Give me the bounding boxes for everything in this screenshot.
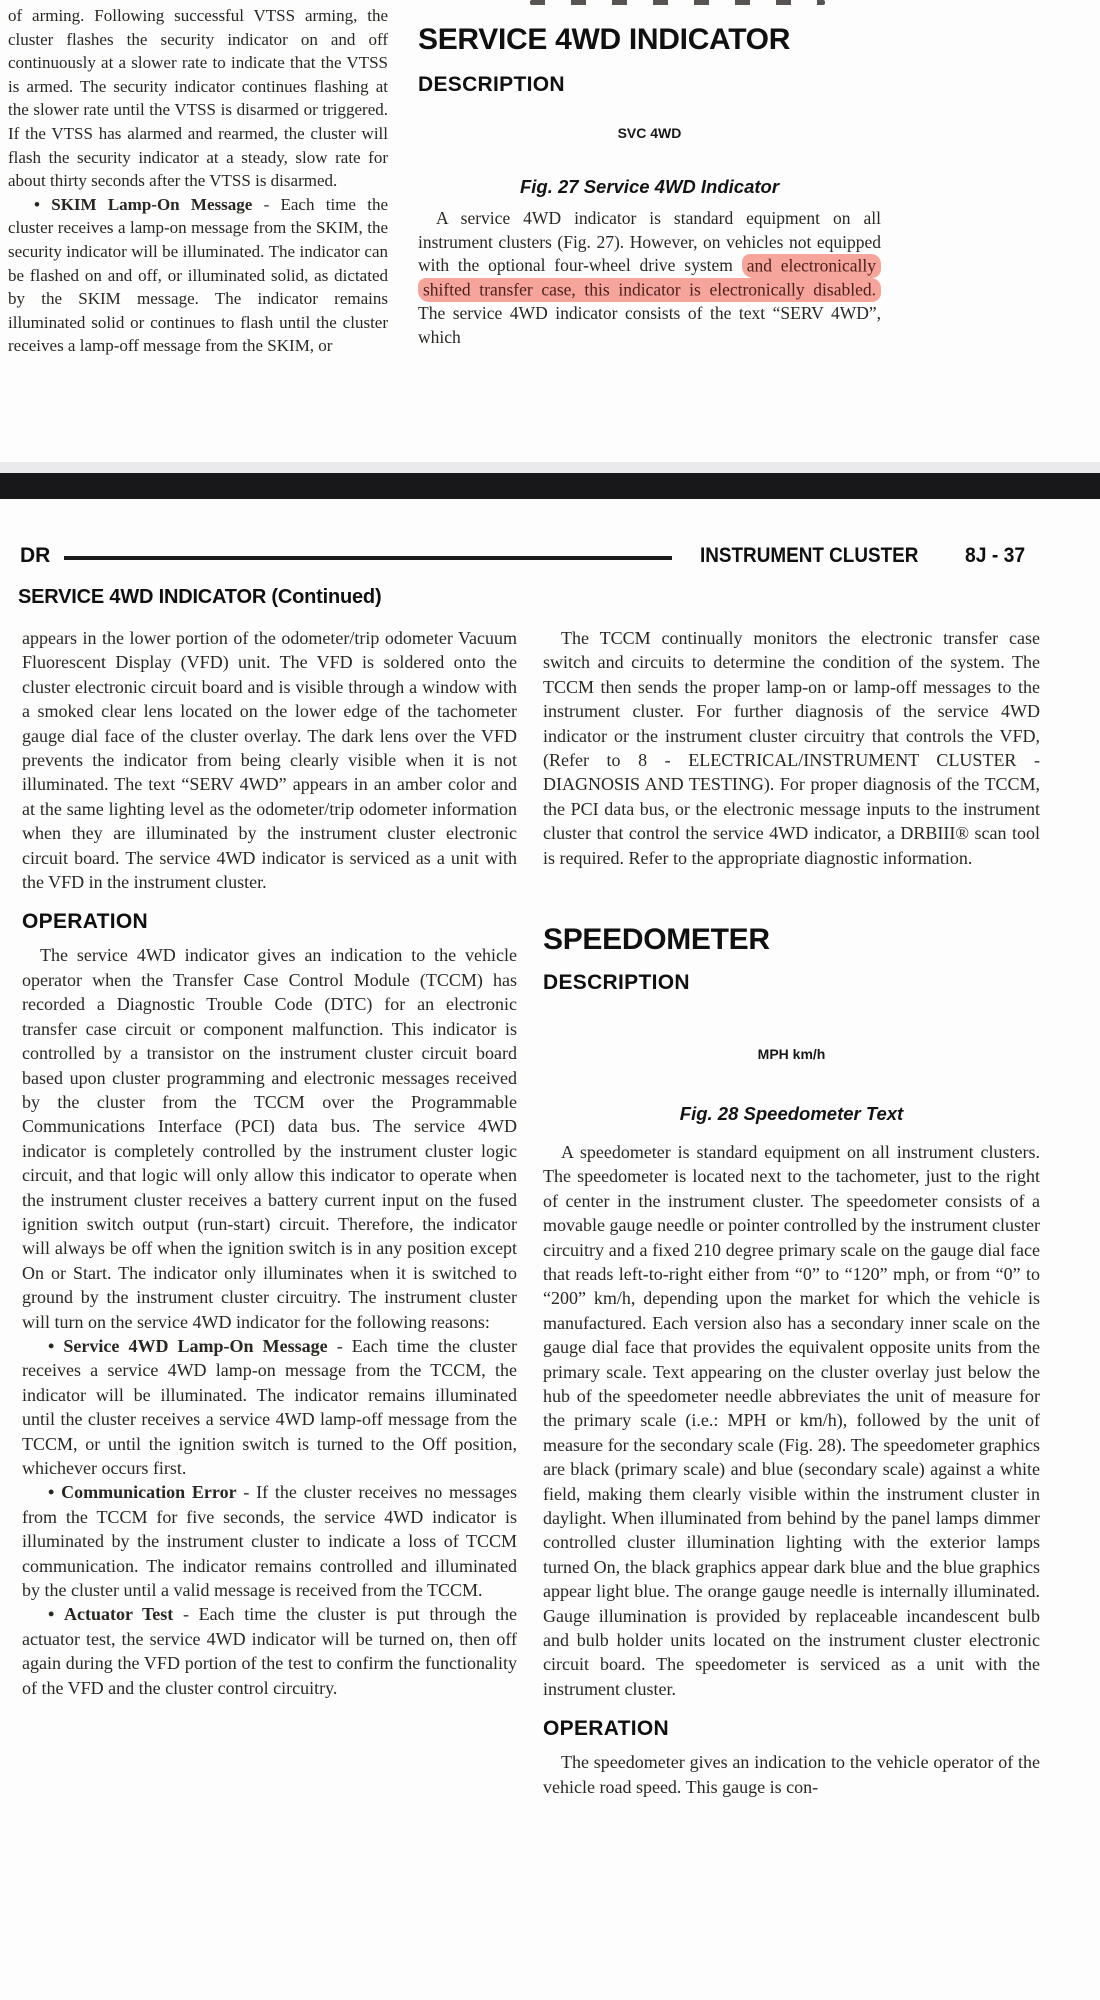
description-heading: DESCRIPTION <box>418 73 565 96</box>
communication-error-bullet <box>22 1480 517 1602</box>
speedometer-operation-paragraph: The speedometer gives an indication to the vehicle operator of the vehicle road speed. This gauge is con- <box>543 1752 1040 1797</box>
page-break-bar <box>0 473 1100 499</box>
service-4wd-description-paragraph <box>418 207 881 349</box>
vfd-description-paragraph: appears in the lower portion of the odometer/trip odometer Vacuum Fluorescent Display (VFD) unit. The VFD is soldered onto the cluster electronic circuit board and is visible through a window with a smoked clear lens located on the lower edge of the tachometer gauge dial face of the cluster overlay. The dark lens over the VFD prevents the indicator from being clearly visible when it is not illuminated. The text “SERV 4WD” appears in an amber color and at the same lighting level as the odometer/trip odometer information when they are illuminated by the instrument cluster electronic circuit board. The service 4WD indicator is serviced as a unit with the VFD in the instrument cluster. <box>22 628 517 893</box>
page2-left-column <box>22 626 517 1700</box>
operation-paragraph: The service 4WD indicator gives an indication to the vehicle operator when the Transfer Case Control Module (TCCM) has recorded a Diagnostic Trouble Code (DTC) for an electronic transfer case circuit or component malfunction. This indicator is controlled by a transistor on the instrument cluster circuit board based upon cluster programming and electronic messages received by the cluster from the TCCM over the Programmable Communications Interface (PCI) data bus. The service 4WD indicator is completely controlled by the instrument cluster logic circuit, and that logic will only allow this indicator to operate when the instrument cluster receives a battery current input on the fused ignition switch output (run-start) circuit. Therefore, the indicator will always be off when the ignition switch is in any position except On or Start. The indicator only illuminates when it is switched to ground by the instrument cluster circuitry. The instrument cluster will turn on the service 4WD indicator for the following reasons: <box>22 945 517 1332</box>
continued-section-heading: SERVICE 4WD INDICATOR (Continued) <box>18 586 382 608</box>
operation-heading: OPERATION <box>543 1717 669 1741</box>
page2-right-column <box>543 626 1040 1799</box>
page1-left-column <box>8 4 388 358</box>
highlighted-annotation-text: and electronically shifted transfer case, this indicator is electronically disabled. <box>418 254 881 302</box>
actuator-test-bullet <box>22 1602 517 1700</box>
service-4wd-lamp-on-bullet <box>22 1334 517 1480</box>
bullet-text: - Each time the cluster receives a lamp-on message from the SKIM, the security indicator will be illuminated. The indicator can be flashed on and off, or illuminated solid, as dictated by the SKIM message. The indicator remains illuminated solid or continues to flash until the cluster receives a lamp-off message from the SKIM, or <box>8 194 389 356</box>
bullet-icon: • <box>48 1335 55 1356</box>
skim-lamp-on-bullet <box>8 193 388 358</box>
tccm-monitoring-paragraph: The TCCM continually monitors the electronic transfer case switch and circuits to determine the condition of the system. The TCCM then sends the proper lamp-on or lamp-off messages to the instrument cluster. For further diagnosis of the service 4WD indicator or the instrument cluster circuitry that controls the VFD, (Refer to 8 - ELECTRICAL/INSTRUMENT CLUSTER - DIAGNOSIS AND TESTING). For proper diagnosis of the TCCM, the PCI data bus, or the electronic message inputs to the instrument cluster that control the service 4WD indicator, a DRBIII® scan tool is required. Refer to the appropriate diagnostic information. <box>543 628 1040 868</box>
paragraph-text-pre: A service 4WD indicator is standard equipment on all instrument clusters (Fig. 27). However, on vehicles not equipped with the optional four-wheel drive system <box>418 208 881 276</box>
figure27-caption: Fig. 27 Service 4WD Indicator <box>519 176 780 197</box>
figure27-indicator-image-text: SVC 4WD <box>617 125 682 141</box>
header-rule <box>64 556 672 560</box>
bullet-label: Service 4WD Lamp-On Message <box>63 1335 328 1356</box>
figure28-caption: Fig. 28 Speedometer Text <box>679 1103 904 1125</box>
vtss-arming-paragraph: of arming. Following successful VTSS arming, the cluster flashes the security indicator on and off continuously at a slower rate to indicate that the VTSS is armed. The security indicator continues flashing at the slower rate until the VTSS is disarmed or triggered. If the VTSS has alarmed and rearmed, the cluster will flash the security indicator at a steady, slow rate for about thirty seconds after the VTSS is disarmed. <box>8 6 388 191</box>
header-section-code: DR <box>20 544 51 567</box>
section-title-service-4wd-indicator: SERVICE 4WD INDICATOR <box>418 23 791 56</box>
page-edge-shadow <box>0 462 1100 473</box>
bullet-text: - Each time the cluster is put through the actuator test, the service 4WD indicator will be turned on, then off again during the VFD portion of the test to confirm the functionality of the VFD and the cluster control circuitry. <box>22 1604 518 1698</box>
paragraph-text-post: The service 4WD indicator consists of the text “SERV 4WD”, which <box>418 302 881 347</box>
figure28-speedometer-image-text: MPH km/h <box>757 1046 826 1063</box>
operation-heading: OPERATION <box>22 910 148 934</box>
bullet-label: Actuator Test <box>63 1604 174 1625</box>
bullet-text: - Each time the cluster receives a service 4WD lamp-on message from the TCCM, the indicator will be illuminated. The indicator remains illuminated until the cluster receives a service 4WD lamp-off message from the TCCM, or until the ignition switch is turned to the Off position, whichever occurs first. <box>22 1335 518 1478</box>
description-heading: DESCRIPTION <box>543 971 690 995</box>
bullet-label: SKIM Lamp-On Message <box>51 194 253 214</box>
bullet-text: - If the cluster receives no messages from the TCCM for five seconds, the service 4WD indicator is illuminated by the instrument cluster to indicate a loss of TCCM communication. The indicator remains controlled and illuminated by the cluster until a valid message is received from the TCCM. <box>22 1482 517 1601</box>
header-title: INSTRUMENT CLUSTER <box>700 544 919 567</box>
page1-right-column <box>418 0 881 349</box>
section-title-speedometer: SPEEDOMETER <box>543 923 770 957</box>
bullet-icon: • <box>48 1482 55 1503</box>
bullet-label: Communication Error <box>61 1482 237 1503</box>
speedometer-description-paragraph: A speedometer is standard equipment on all instrument clusters. The speedometer is located next to the tachometer, just to the right of center in the instrument cluster. The speedometer consists of a movable gauge needle or pointer controlled by the instrument cluster circuitry and a fixed 210 degree primary scale on the gauge dial face that reads left-to-right either from “0” to “120” mph, or from “0” to “200” km/h, depending upon the market for which the vehicle is manufactured. Each version also has a secondary inner scale on the gauge dial face that provides the equivalent opposite units from the primary scale. Text appearing on the cluster overlay just below the hub of the speedometer needle abbreviates the unit of measure for the primary scale (i.e.: MPH or km/h), followed by the unit of measure for the secondary scale (Fig. 28). The speedometer graphics are black (primary scale) and blue (secondary scale) against a white field, making them clearly visible within the instrument cluster in daylight. When illuminated from behind by the panel lamps dimmer controlled cluster illumination lighting with the exterior lamps turned On, the black graphics appear dark blue and the blue graphics appear light blue. The orange gauge needle is internally illuminated. Gauge illumination is provided by replaceable incandescent bulb and bulb holder units located on the instrument cluster electronic circuit board. The speedometer is serviced as a unit with the instrument cluster. <box>543 1141 1040 1699</box>
bullet-icon: • <box>34 194 40 214</box>
bullet-icon: • <box>48 1604 55 1625</box>
header-page-number: 8J - 37 <box>965 544 1026 567</box>
